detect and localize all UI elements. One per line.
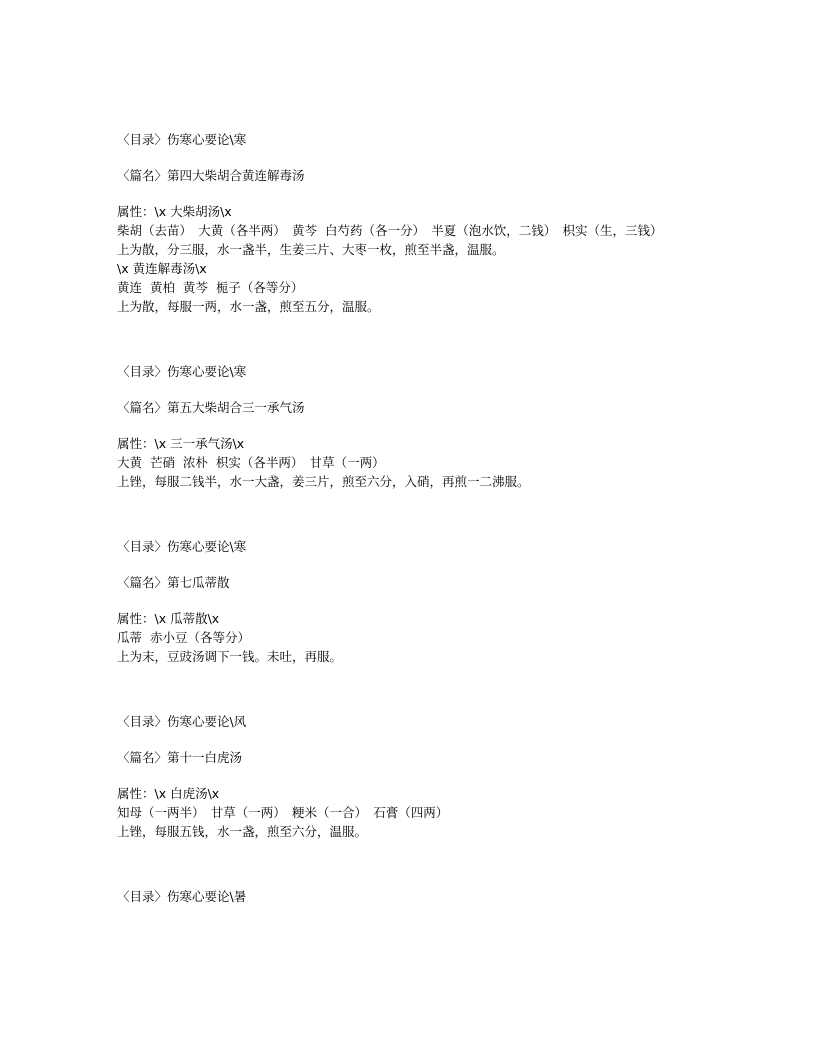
entry-body-line: \x 黄连解毒汤\x (117, 261, 207, 276)
entry-attribute: 属性：\x 大柴胡汤\x (117, 204, 232, 219)
entry-directory: 〈目录〉伤寒心要论\寒 (117, 364, 247, 379)
entry-body-line: 上为散，每服一两，水一盏，煎至五分，温服。 (117, 299, 380, 314)
entry-attribute: 属性：\x 三一承气汤\x (117, 436, 245, 451)
entry-directory: 〈目录〉伤寒心要论\寒 (117, 539, 247, 554)
document-entry-trailing (117, 887, 720, 906)
document-entry (117, 362, 720, 491)
entry-body-line: 瓜蒂 赤小豆（各等分） (117, 630, 250, 645)
entry-title: 〈篇名〉第十一白虎汤 (117, 750, 243, 765)
document-entry (117, 130, 720, 316)
entry-title: 〈篇名〉第七瓜蒂散 (117, 575, 230, 590)
entry-body-line: 上为末，豆豉汤调下一钱。未吐，再服。 (117, 649, 343, 664)
entry-title: 〈篇名〉第四大柴胡合黄连解毒汤 (117, 168, 305, 183)
entry-body-line: 上锉，每服五钱，水一盏，煎至六分，温服。 (117, 824, 368, 839)
entry-directory: 〈目录〉伤寒心要论\风 (117, 714, 247, 729)
entry-directory: 〈目录〉伤寒心要论\寒 (117, 132, 247, 147)
document-entry (117, 712, 720, 841)
entry-body-line: 黄连 黄柏 黄芩 栀子（各等分） (117, 280, 304, 295)
entry-body-line: 知母（一两半） 甘草（一两） 粳米（一合） 石膏（四两） (117, 805, 449, 820)
entry-directory: 〈目录〉伤寒心要论\暑 (117, 889, 247, 904)
entry-body-line: 柴胡（去苗） 大黄（各半两） 黄芩 白芍药（各一分） 半夏（泡水饮，二钱） 枳实（生，三钱） (117, 223, 663, 238)
entry-attribute: 属性：\x 瓜蒂散\x (117, 611, 220, 626)
entry-body-line: 上锉，每服二钱半，水一大盏，姜三片，煎至六分，入硝，再煎一二沸服。 (117, 474, 530, 489)
entry-body-line: 大黄 芒硝 浓朴 枳实（各半两） 甘草（一两） (117, 455, 385, 470)
entry-title: 〈篇名〉第五大柴胡合三一承气汤 (117, 400, 305, 415)
entry-attribute: 属性：\x 白虎汤\x (117, 786, 220, 801)
document-entry (117, 537, 720, 666)
entry-body-line: 上为散，分三服，水一盏半，生姜三片、大枣一枚，煎至半盏，温服。 (117, 242, 505, 257)
